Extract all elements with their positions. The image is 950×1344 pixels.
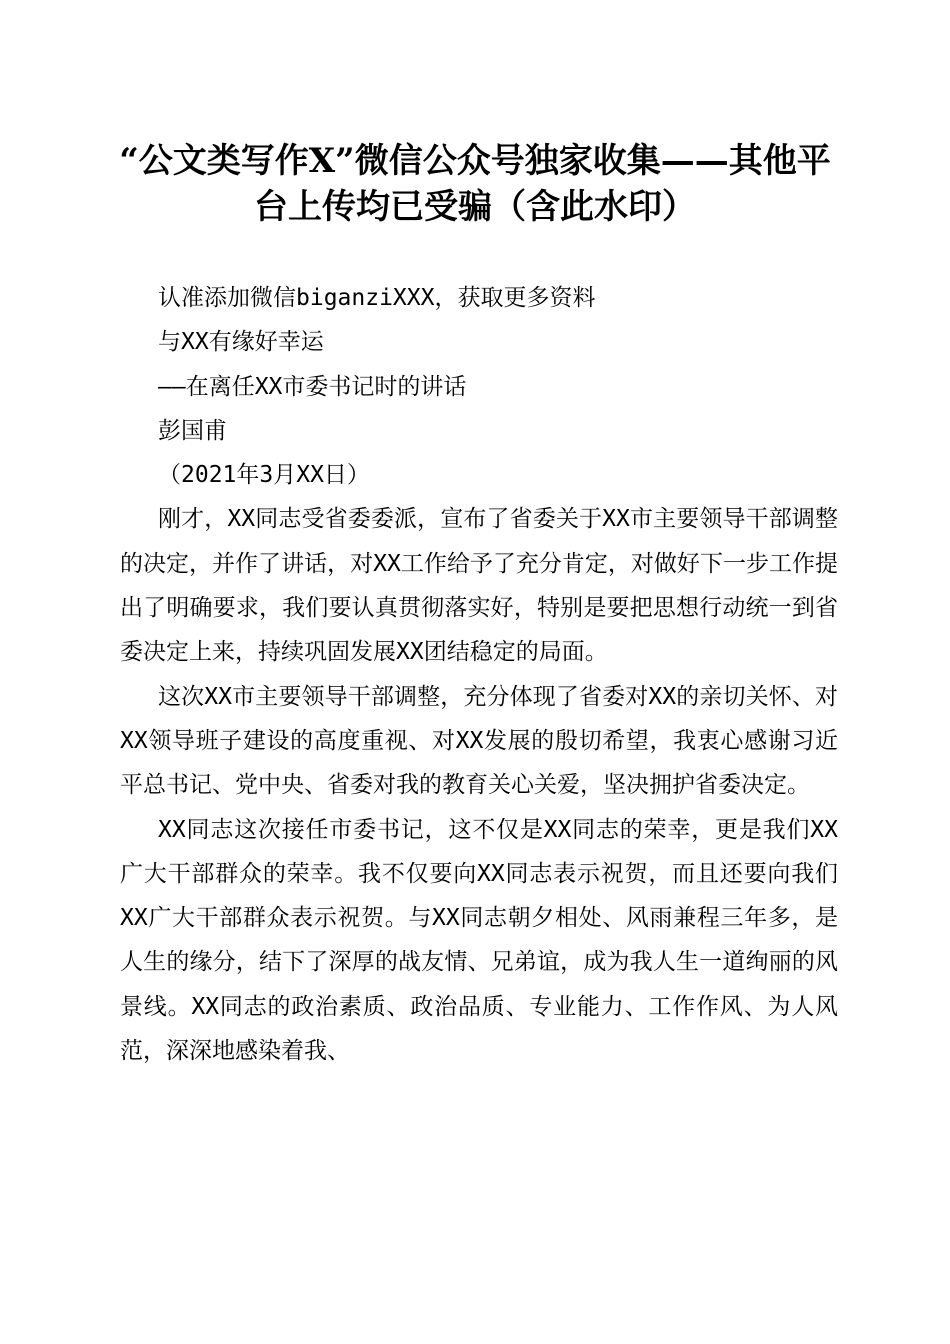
author-name: 彭国甫 [158,417,227,444]
paragraph: XX同志这次接任市委书记，这不仅是XX同志的荣幸，更是我们XX广大干部群众的荣幸。我不仅要向XX同志表示祝贺，而且还要向我们XX广大干部群众表示祝贺。与XX同志朝夕相处、风雨兼程三年多，是人生的缘分，结下了深厚的战友情、兄弟谊，成为我人生一道绚丽的风景线。XX同志的政治素质、政治品质、专业能力、工作作风、为人风范，深深地感染着我、 [120,816,838,1065]
speech-subtitle: ——在离任XX市委书记时的讲话 [158,373,467,400]
speech-title: 与XX有缘好幸运 [158,329,324,356]
document-title: “公文类写作X”微信公众号独家收集——其他平台上传均已受骗（含此水印） [119,141,831,227]
document-body [120,276,838,1073]
speech-date: （2021年3月XX日） [158,462,370,489]
notice-line: 认准添加微信biganziXXX，获取更多资料 [158,285,596,311]
paragraph: 这次XX市主要领导干部调整，充分体现了省委对XX的亲切关怀、对XX领导班子建设的高度重视、对XX发展的殷切希望，我衷心感谢习近平总书记、党中央、省委对我的教育关心关爱，坚决拥护省委决定。 [120,683,838,799]
paragraph: 刚才，XX同志受省委委派，宣布了省委关于XX市主要领导干部调整的决定，并作了讲话，对XX工作给予了充分肯定，对做好下一步工作提出了明确要求，我们要认真贯彻落实好，特别是要把思想行动统一到省委决定上来，持续巩固发展XX团结稳定的局面。 [120,506,838,666]
